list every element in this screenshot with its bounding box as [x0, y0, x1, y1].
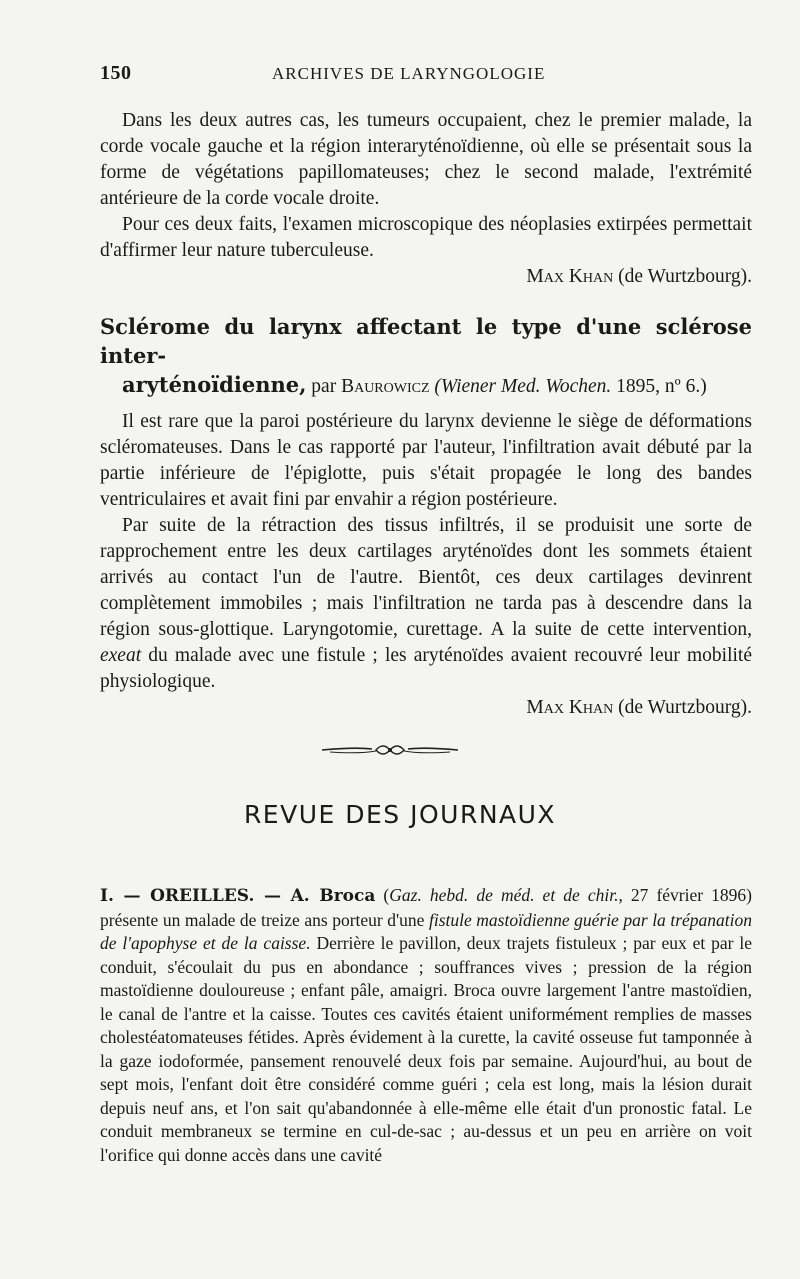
review-entry: I. — OREILLES. — A. Broca (Gaz. hebd. de méd. et de chir., 27 février 1896) présente un malade de treize ans porteur d'une fistule mastoïdienne guérie par la trépanation de l'apophyse et de la caisse. Derrière le pavillon, deux trajets fistuleux ; par eux et par le conduit, s'écoulait du pus en abondance ; souffrances vives ; pression de la région mastoïdienne douloureuse ; enfant pâle, amaigri. Broca ouvre largement l'antre mastoïdien, le canal de l'antre et la caisse. Toutes ces cavités étaient uniformément remplies de masses cholestéatomateuses fétides. Après évidement à la curette, la cavité osseuse fut tamponnée à la gaze iodoformée, pansement renouvelé deux fois par semaine. Aujourd'hui, au bout de sept mois, l'enfant doit être considéré comme guéri ; cela est long, mais la lésion durait depuis neuf ans, et l'on sait qu'abandonnée à elle-même elle était d'un pronostic fatal. Le conduit membraneux se termine en cul-de-sac ; au-dessus et un peu en arrière on voit l'orifice qui donne accès dans une cavité	[100, 885, 753, 1165]
citation-author: Baurowicz	[341, 376, 430, 397]
review-heading: I. — OREILLES. — A. Broca	[100, 886, 376, 906]
article-sclerome	[100, 312, 752, 721]
fleuron-ornament	[320, 738, 460, 762]
paragraph: Pour ces deux faits, l'examen microscopique des néoplasies extirpées permettait d'affirmer leur nature tuberculeuse.	[100, 214, 752, 261]
review-case-title: fistule mastoïdienne guérie par la trépanation de l'apophyse et de la caisse.	[100, 909, 753, 953]
review-date: , 27 février 1896)	[618, 885, 752, 905]
article-tumeurs-continued	[100, 108, 752, 290]
signature	[100, 695, 752, 721]
paragraph: Il est rare que la paroi postérieure du larynx devienne le siège de déformations scléromateuses. Dans le cas rapporté par l'auteur, l'infiltration avait débuté par la partie inférieure de l'épiglotte, puis s'était propagée le long des bandes ventriculaires et avait fini par envahir a région postérieure.	[100, 411, 752, 510]
paragraph: Par suite de la rétraction des tissus infiltrés, il se produisit une sorte de rapprochement entre les deux cartilages aryténoïdes dont les sommets étaient arrivés au contact l'un de l'autre. Bientôt, ces deux cartilages devinrent complètement immobiles ; mais l'infiltration ne tarda pas à descendre dans la région sous-glottique. Laryngotomie, curettage. A la suite de cette intervention, exeat du malade avec une fistule ; les aryténoïdes avaient recouvré leur mobilité physiologique.	[100, 515, 752, 692]
citation-year: 1895, nº 6.)	[616, 376, 707, 397]
article-title-line1: Sclérome du larynx affectant le type d'une sclérose inter-	[100, 314, 752, 368]
citation: par Baurowicz (Wiener Med. Wochen. 1895, nº 6.)	[306, 376, 707, 397]
review-journal: Gaz. hebd. de méd. et de chir.	[389, 885, 619, 905]
italic-word: exeat	[100, 645, 142, 666]
paragraph: Dans les deux autres cas, les tumeurs occupaient, chez le premier malade, la corde vocale gauche et la région interaryténoïdienne, où elle se présentait sous la forme de végétations papillomateuses; chez le second malade, l'extrémité antérieure de la corde vocale droite.	[100, 110, 752, 209]
signature-place: (de Wurtzbourg).	[618, 266, 752, 287]
signature-name: Max Khan	[526, 266, 614, 287]
article-title	[100, 312, 752, 401]
running-title: ARCHIVES DE LARYNGOLOGIE	[272, 64, 546, 83]
section-title: REVUE DES JOURNAUX	[243, 800, 557, 829]
signature-name: Max Khan	[526, 697, 614, 718]
article-title-line2: aryténoïdienne, par Baurowicz (Wiener Med. Wochen. 1895, nº 6.)	[122, 372, 707, 397]
signature-place: (de Wurtzbourg).	[613, 697, 752, 718]
page-number: 150	[100, 62, 132, 84]
review-body: Derrière le pavillon, deux trajets fistuleux ; par eux et par le conduit, s'écoulait du pus en abondance ; souffrances vives ; pression de la région mastoïdienne douloureuse ; enfant pâle, amaigri. Broca ouvre largement l'antre mastoïdien, le canal de l'antre et la caisse. Toutes ces cavités étaient uniformément remplies de masses cholestéatomateuses fétides. Après évidement à la curette, la cavité osseuse fut tamponnée à la gaze iodoformée, pansement renouvelé deux fois par semaine. Aujourd'hui, au bout de sept mois, l'enfant doit être considéré comme guéri ; cela est long, mais la lésion durait depuis neuf ans, et l'on sait qu'abandonnée à elle-même elle était d'un pronostic fatal. Le conduit membraneux se termine en cul-de-sac ; au-dessus et un peu en arrière on voit l'orifice qui donne accès dans une cavité	[100, 933, 752, 1165]
citation-journal: (Wiener Med. Wochen.	[429, 376, 617, 397]
signature	[100, 264, 752, 290]
